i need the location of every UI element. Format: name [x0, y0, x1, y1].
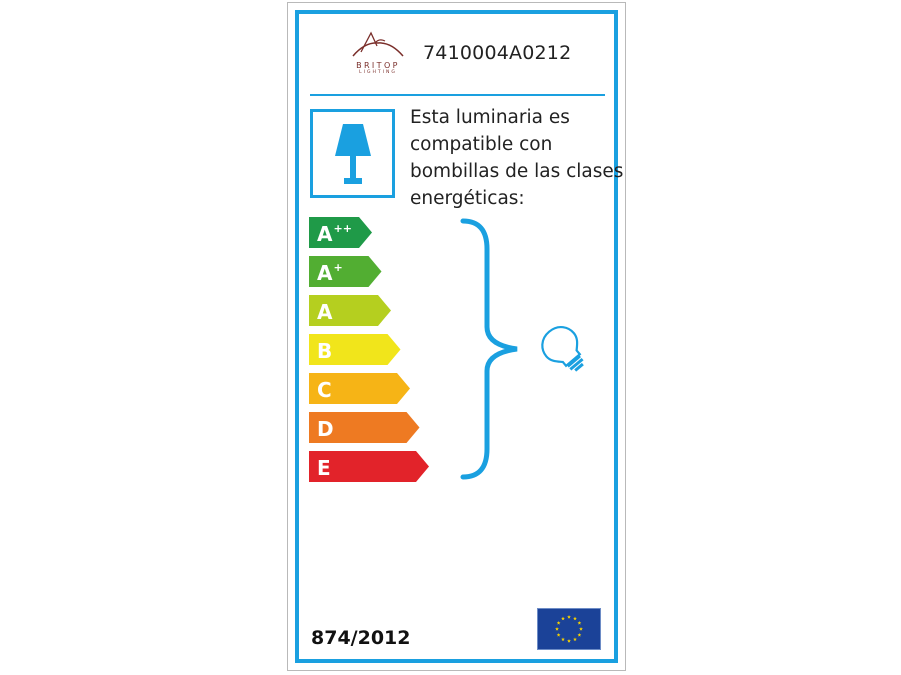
curly-brace: [455, 215, 525, 485]
eu-star-icon: [579, 627, 583, 631]
energy-class-label: A+: [317, 261, 343, 285]
eu-star-icon: [557, 633, 561, 637]
description-line: compatible con: [410, 134, 553, 155]
eu-star-icon: [573, 617, 577, 621]
product-code: 7410004A0212: [423, 42, 572, 64]
eu-star-icon: [567, 615, 571, 619]
eu-star-icon: [557, 621, 561, 625]
description-line: Esta luminaria es: [410, 107, 570, 128]
header-divider: [310, 94, 605, 96]
energy-class-label: A: [317, 300, 333, 324]
energy-class-label: C: [317, 378, 332, 402]
eu-flag-icon: [537, 608, 601, 650]
energy-class-label: B: [317, 339, 333, 363]
energy-class-label: D: [317, 417, 334, 441]
light-bulb-icon: [536, 323, 592, 375]
eu-star-icon: [567, 639, 571, 643]
brand-tagline: LIGHTING: [359, 70, 397, 75]
energy-class-label: E: [317, 456, 331, 480]
description-line: energéticas:: [410, 188, 525, 209]
energy-class-label: A++: [317, 222, 352, 246]
eu-star-icon: [561, 637, 565, 641]
brand-name: BRITOP: [356, 61, 400, 70]
eu-star-icon: [577, 633, 581, 637]
compatibility-text: [410, 104, 624, 212]
luminaire-box: [310, 109, 395, 198]
eu-star-icon: [573, 637, 577, 641]
eu-star-icon: [555, 627, 559, 631]
eu-star-icon: [561, 617, 565, 621]
description-line: bombillas de las clases: [410, 161, 624, 182]
eu-star-icon: [577, 621, 581, 625]
regulation-number: 874/2012: [311, 627, 411, 649]
table-lamp-icon: [313, 112, 392, 195]
energy-class-scale: [309, 217, 439, 487]
